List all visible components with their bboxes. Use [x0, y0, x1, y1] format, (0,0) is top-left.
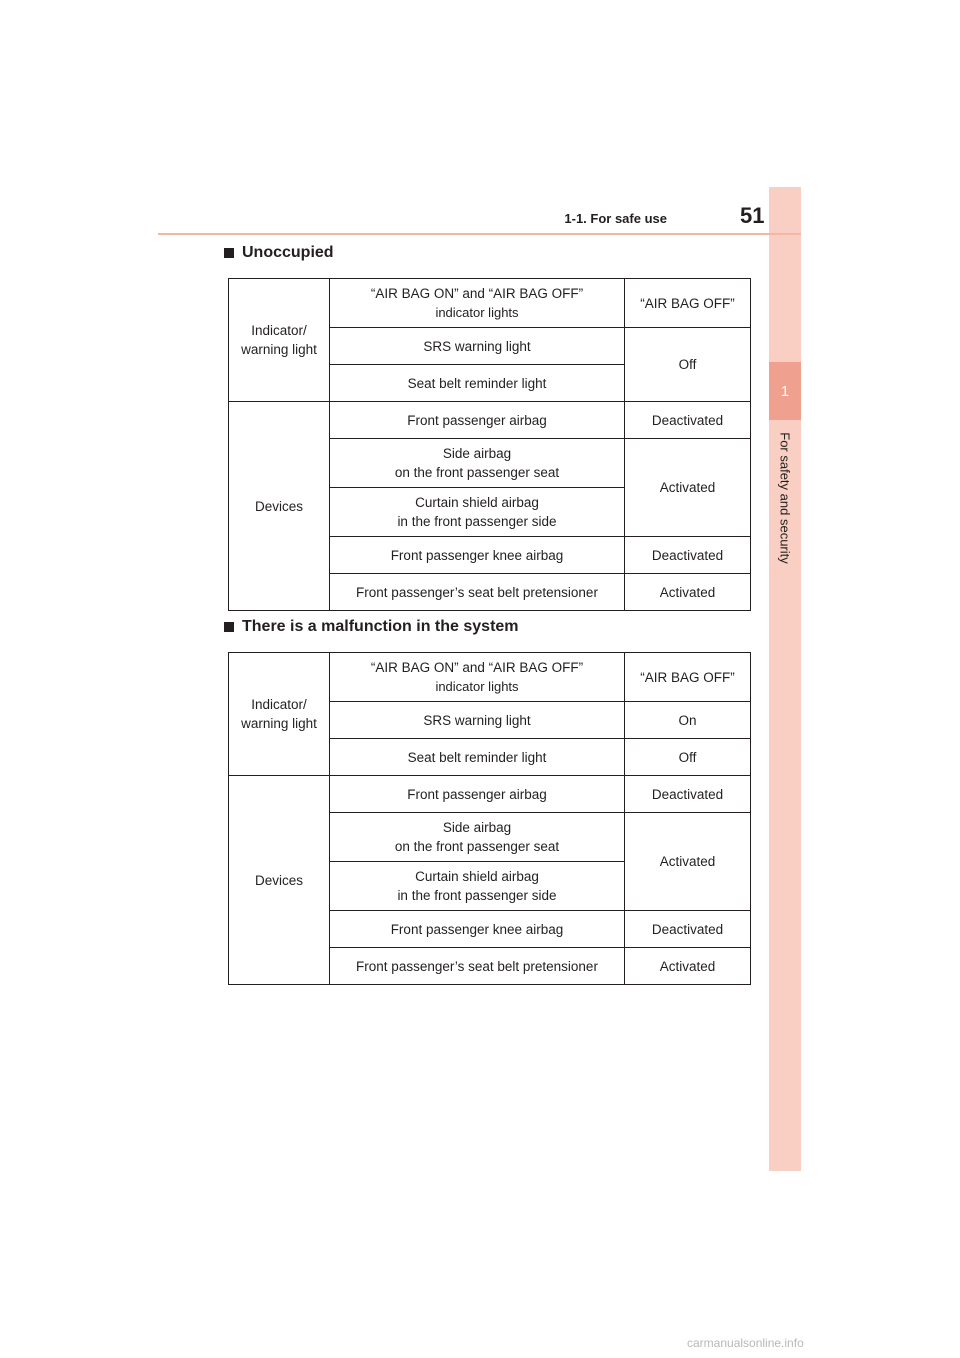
indicator-label-cell: Indicator/ warning light	[229, 653, 330, 776]
devices-label-cell: Devices	[229, 776, 330, 985]
front-passenger-airbag-label: Front passenger airbag	[330, 402, 625, 439]
watermark: carmanualsonline.info	[687, 1336, 804, 1350]
knee-airbag-value: Deactivated	[625, 911, 751, 948]
square-bullet-icon	[224, 248, 234, 258]
front-passenger-airbag-label: Front passenger airbag	[330, 776, 625, 813]
devices-label-cell: Devices	[229, 402, 330, 611]
seatbelt-reminder-value: Off	[625, 739, 751, 776]
indicator-label-cell: Indicator/ warning light	[229, 279, 330, 402]
pretensioner-value: Activated	[625, 948, 751, 985]
section-reference: 1-1. For safe use	[564, 211, 667, 226]
indicator-header-value: “AIR BAG OFF”	[625, 653, 751, 702]
side-airbag-label: Side airbag on the front passenger seat	[330, 813, 625, 862]
seatbelt-reminder-label: Seat belt reminder light	[330, 739, 625, 776]
knee-airbag-value: Deactivated	[625, 537, 751, 574]
side-curtain-value: Activated	[625, 439, 751, 537]
front-passenger-airbag-value: Deactivated	[625, 402, 751, 439]
page-number: 51	[740, 203, 765, 228]
section-heading-text: There is a malfunction in the system	[242, 618, 519, 635]
indicator-header-cell: “AIR BAG ON” and “AIR BAG OFF” indicator lights	[330, 279, 625, 328]
chapter-number: 1	[769, 362, 801, 420]
indicator-header-cell: “AIR BAG ON” and “AIR BAG OFF” indicator lights	[330, 653, 625, 702]
section-heading-unoccupied	[224, 244, 334, 262]
knee-airbag-label: Front passenger knee airbag	[330, 537, 625, 574]
front-passenger-airbag-value: Deactivated	[625, 776, 751, 813]
curtain-airbag-label: Curtain shield airbag in the front passenger side	[330, 488, 625, 537]
pretensioner-label: Front passenger’s seat belt pretensioner	[330, 574, 625, 611]
srs-warning-label: SRS warning light	[330, 702, 625, 739]
header-rule	[158, 233, 801, 235]
pretensioner-value: Activated	[625, 574, 751, 611]
section-heading-malfunction	[224, 618, 519, 636]
side-airbag-label: Side airbag on the front passenger seat	[330, 439, 625, 488]
side-tab	[769, 187, 801, 1171]
pretensioner-label: Front passenger’s seat belt pretensioner	[330, 948, 625, 985]
seatbelt-reminder-label: Seat belt reminder light	[330, 365, 625, 402]
curtain-airbag-label: Curtain shield airbag in the front passenger side	[330, 862, 625, 911]
status-table-malfunction	[228, 652, 751, 985]
indicator-header-value: “AIR BAG OFF”	[625, 279, 751, 328]
chapter-title: For safety and security	[777, 432, 793, 564]
section-heading-text: Unoccupied	[242, 244, 334, 261]
side-curtain-value: Activated	[625, 813, 751, 911]
srs-warning-label: SRS warning light	[330, 328, 625, 365]
square-bullet-icon	[224, 622, 234, 632]
srs-seatbelt-value: Off	[625, 328, 751, 402]
status-table-unoccupied	[228, 278, 751, 611]
knee-airbag-label: Front passenger knee airbag	[330, 911, 625, 948]
srs-warning-value: On	[625, 702, 751, 739]
